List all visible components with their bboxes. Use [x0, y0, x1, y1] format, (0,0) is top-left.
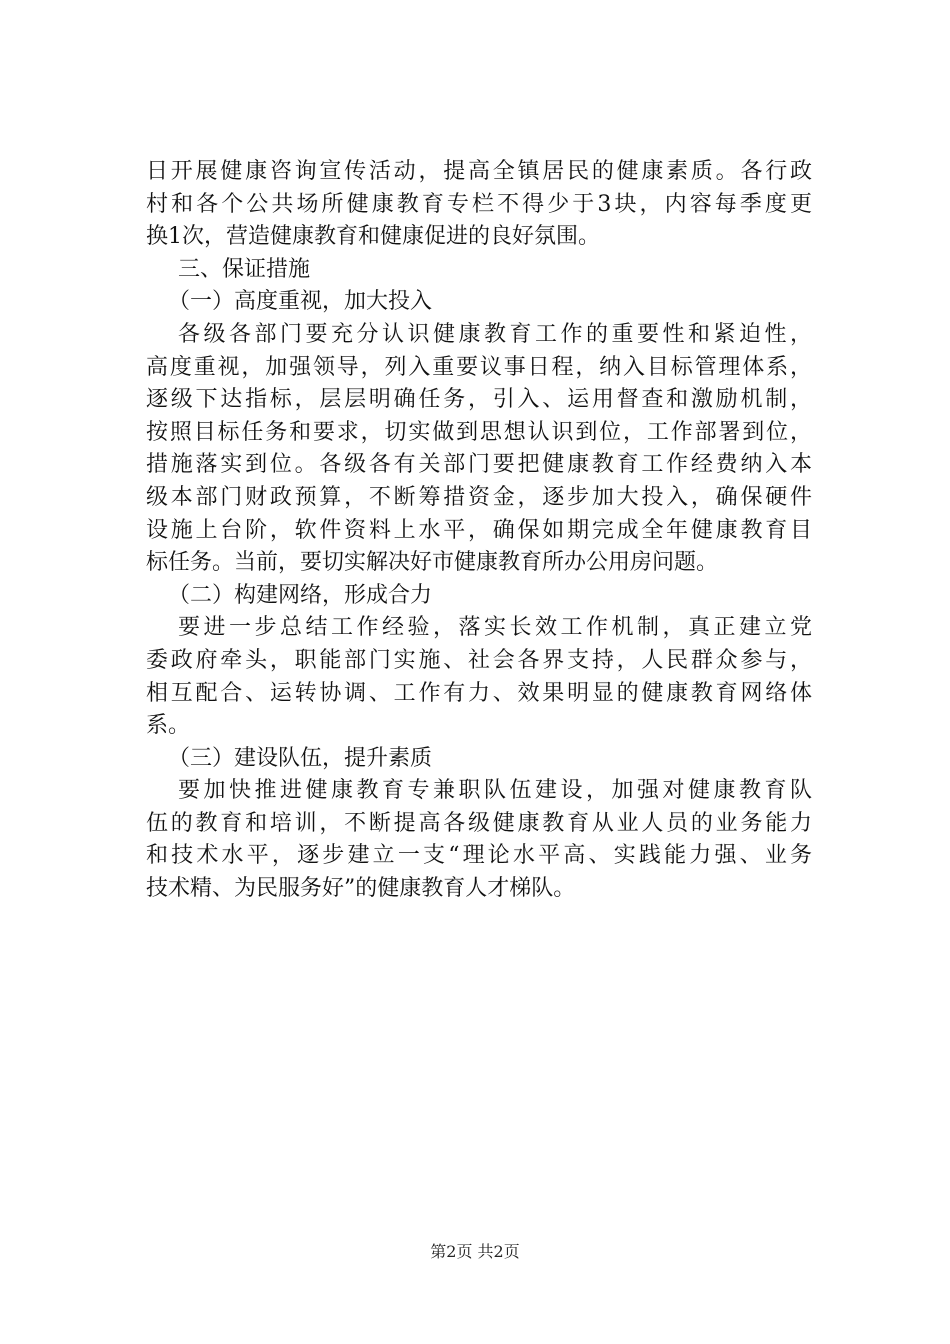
text-line: 要进一步总结工作经验，落实长效工作机制，真正建立党	[178, 615, 812, 641]
text-line: 技术精、为民服务好”的健康教育人才梯队。	[146, 876, 576, 902]
text-line: 相互配合、运转协调、工作有力、效果明显的健康教育网络体	[146, 680, 812, 706]
body-text	[146, 156, 812, 906]
text-line: 系。	[146, 713, 191, 739]
text-line: 级本部门财政预算，不断筹措资金，逐步加大投入，确保硬件	[146, 484, 812, 510]
text-line: 日开展健康咨询宣传活动，提高全镇居民的健康素质。各行政	[146, 159, 812, 184]
text-line: 和技术水平，逐步建立一支“理论水平高、实践能力强、业务	[146, 843, 812, 869]
text-line: 按照目标任务和要求，切实做到思想认识到位，工作部署到位，	[146, 419, 812, 445]
text-line: 逐级下达指标，层层明确任务，引入、运用督查和激励机制，	[146, 387, 812, 413]
text-line: 标任务。当前，要切实解决好市健康教育所办公用房问题。	[146, 550, 719, 576]
text-line: 村和各个公共场所健康教育专栏不得少于3块，内容每季度更	[146, 191, 812, 217]
text-line: 三、保证措施	[178, 256, 311, 282]
text-line: 换1次，营造健康教育和健康促进的良好氛围。	[146, 224, 600, 250]
text-line: （二）构建网络，形成合力	[168, 582, 433, 608]
text-line: 委政府牵头，职能部门实施、社会各界支持，人民群众参与，	[146, 647, 812, 673]
text-line: 各级各部门要充分认识健康教育工作的重要性和紧迫性，	[178, 321, 812, 347]
text-line: （一）高度重视，加大投入	[168, 289, 433, 315]
text-line: （三）建设队伍，提升素质	[168, 745, 433, 771]
text-line: 伍的教育和培训，不断提高各级健康教育从业人员的业务能力	[146, 810, 812, 836]
text-line: 设施上台阶，软件资料上水平，确保如期完成全年健康教育目	[146, 517, 812, 543]
page-footer: 第2页 共2页	[430, 1242, 520, 1261]
text-line: 高度重视，加强领导，列入重要议事日程，纳入目标管理体系，	[146, 354, 812, 380]
text-line: 要加快推进健康教育专兼职队伍建设，加强对健康教育队	[178, 778, 812, 804]
text-line: 措施落实到位。各级各有关部门要把健康教育工作经费纳入本	[146, 452, 812, 478]
